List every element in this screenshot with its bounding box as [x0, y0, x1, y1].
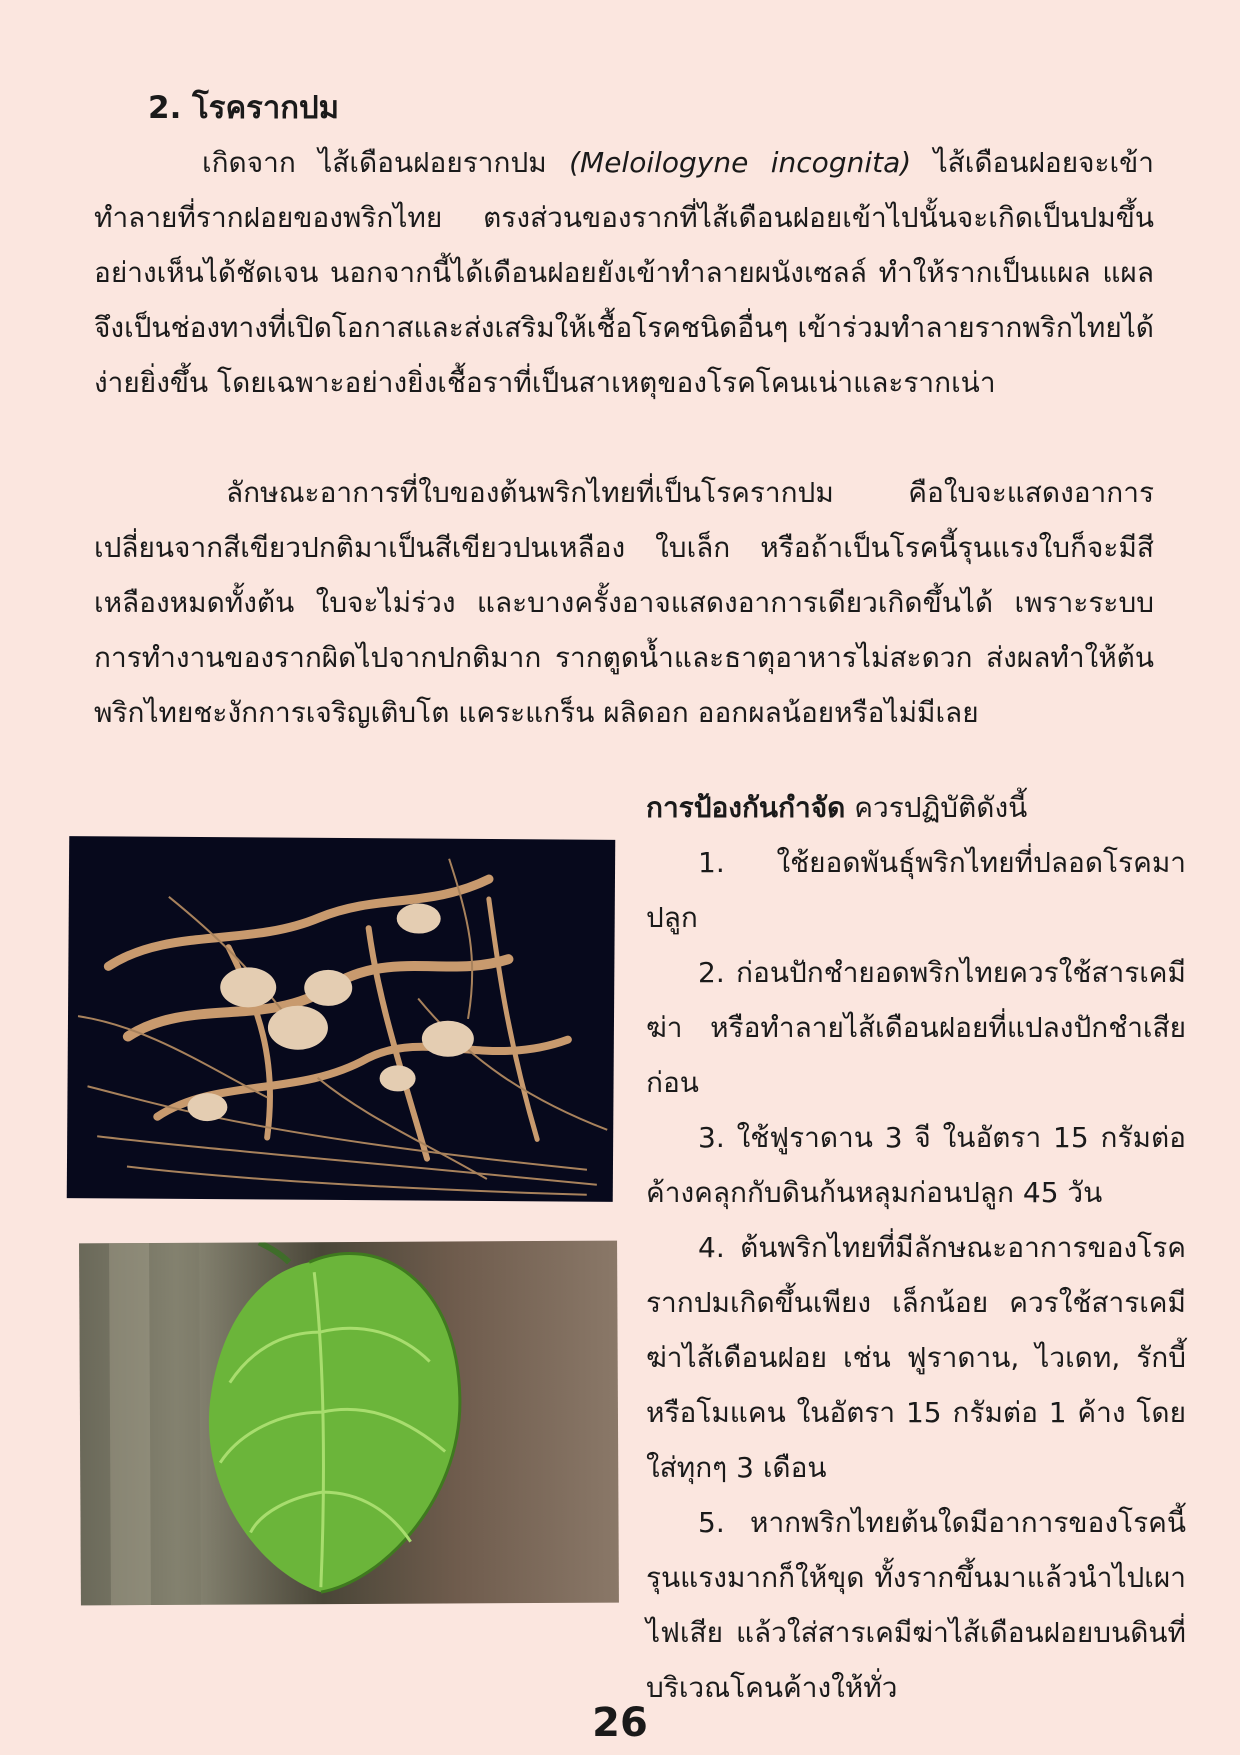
prevention-step-text: 3. ใช้ฟูราดาน 3 จี ในอัตรา 15 กรัมต่อค้างคลุกกับดินก้นหลุมก่อนปลูก 45 วัน [646, 1121, 1186, 1209]
prevention-step-text: 4. ต้นพริกไทยที่มีลักษณะอาการของโรครากปมเกิดขึ้นเพียง เล็กน้อย ควรใช้สารเคมีฆ่าไส้เดือนฝอย เช่น ฟูราดาน, ไวเดท, รักบี้ หรือโมแคน ในอัตรา 15 กรัมต่อ 1 ค้าง โดยใส่ทุกๆ 3 เดือน [646, 1231, 1186, 1484]
prevention-subtitle: ควรปฏิบัติดังนี้ [845, 791, 1028, 824]
intro-lead: เกิดจาก ไส้เดือนฝอยรากปม [202, 146, 570, 179]
prevention-header [646, 780, 1186, 835]
section-heading: 2. โรครากปม [148, 90, 340, 126]
symptoms-paragraph [94, 465, 1154, 740]
scientific-name: (Meloilogyne incognita) [569, 146, 912, 179]
leaf-illustration [79, 1241, 619, 1606]
prevention-step [646, 1220, 1186, 1495]
prevention-step-text: 1. ใช้ยอดพันธุ์พริกไทยที่ปลอดโรคมาปลูก [646, 846, 1186, 934]
prevention-step [646, 945, 1186, 1110]
prevention-section [646, 780, 1186, 1715]
yellowing-leaf-photo [79, 1241, 619, 1606]
root-knot-photo [67, 836, 616, 1202]
symptoms-text: ลักษณะอาการที่ใบของต้นพริกไทยที่เป็นโรครากปม คือใบจะแสดงอาการเปลี่ยนจากสีเขียวปกติมาเป็นสีเขียวปนเหลือง ใบเล็ก หรือถ้าเป็นโรคนี้รุนแรงใบก็จะมีสีเหลืองหมดทั้งต้น ใบจะไม่ร่วง และบางครั้งอาจแสดงอาการเดียวเกิดขึ้นได้ เพราะระบบการทำงานของรากผิดไปจากปกติมาก รากตูดน้ำและธาตุอาหารไม่สะดวก ส่งผลทำให้ต้นพริกไทยชะงักการเจริญเติบโต แคระแกร็น ผลิดอก ออกผลน้อยหรือไม่มีเลย [94, 476, 1154, 729]
prevention-title: การป้องกันกำจัด [646, 791, 846, 824]
intro-paragraph [94, 135, 1154, 410]
intro-rest: ไส้เดือนฝอยจะเข้าทำลายที่รากฝอยของพริกไทย ตรงส่วนของรากที่ไส้เดือนฝอยเข้าไปนั้นจะเกิดเป็นปมขึ้นอย่างเห็นได้ชัดเจน นอกจากนี้ได้เดือนฝอยยังเข้าทำลายผนังเซลล์ ทำให้รากเป็นแผล แผลจึงเป็นช่องทางที่เปิดโอกาสและส่งเสริมให้เชื้อโรคชนิดอื่นๆ เข้าร่วมทำลายรากพริกไทยได้ง่ายยิ่งขึ้น โดยเฉพาะอย่างยิ่งเชื้อราที่เป็นสาเหตุของโรคโคนเน่าและรากเน่า [94, 146, 1154, 399]
prevention-step [646, 1110, 1186, 1220]
prevention-step-text: 2. ก่อนปักชำยอดพริกไทยควรใช้สารเคมีฆ่า หรือทำลายไส้เดือนฝอยที่แปลงปักชำเสียก่อน [646, 956, 1186, 1099]
root-knot-illustration [67, 836, 616, 1202]
prevention-step [646, 1495, 1186, 1715]
prevention-step [646, 835, 1186, 945]
page-number: 26 [592, 1700, 648, 1746]
prevention-step-text: 5. หากพริกไทยต้นใดมีอาการของโรคนี้รุนแรงมากก็ให้ขุด ทั้งรากขึ้นมาแล้วนำไปเผาไฟเสีย แล้วใส่สารเคมีฆ่าไส้เดือนฝอยบนดินที่บริเวณโคนค้างให้ทั่ว [646, 1506, 1186, 1704]
